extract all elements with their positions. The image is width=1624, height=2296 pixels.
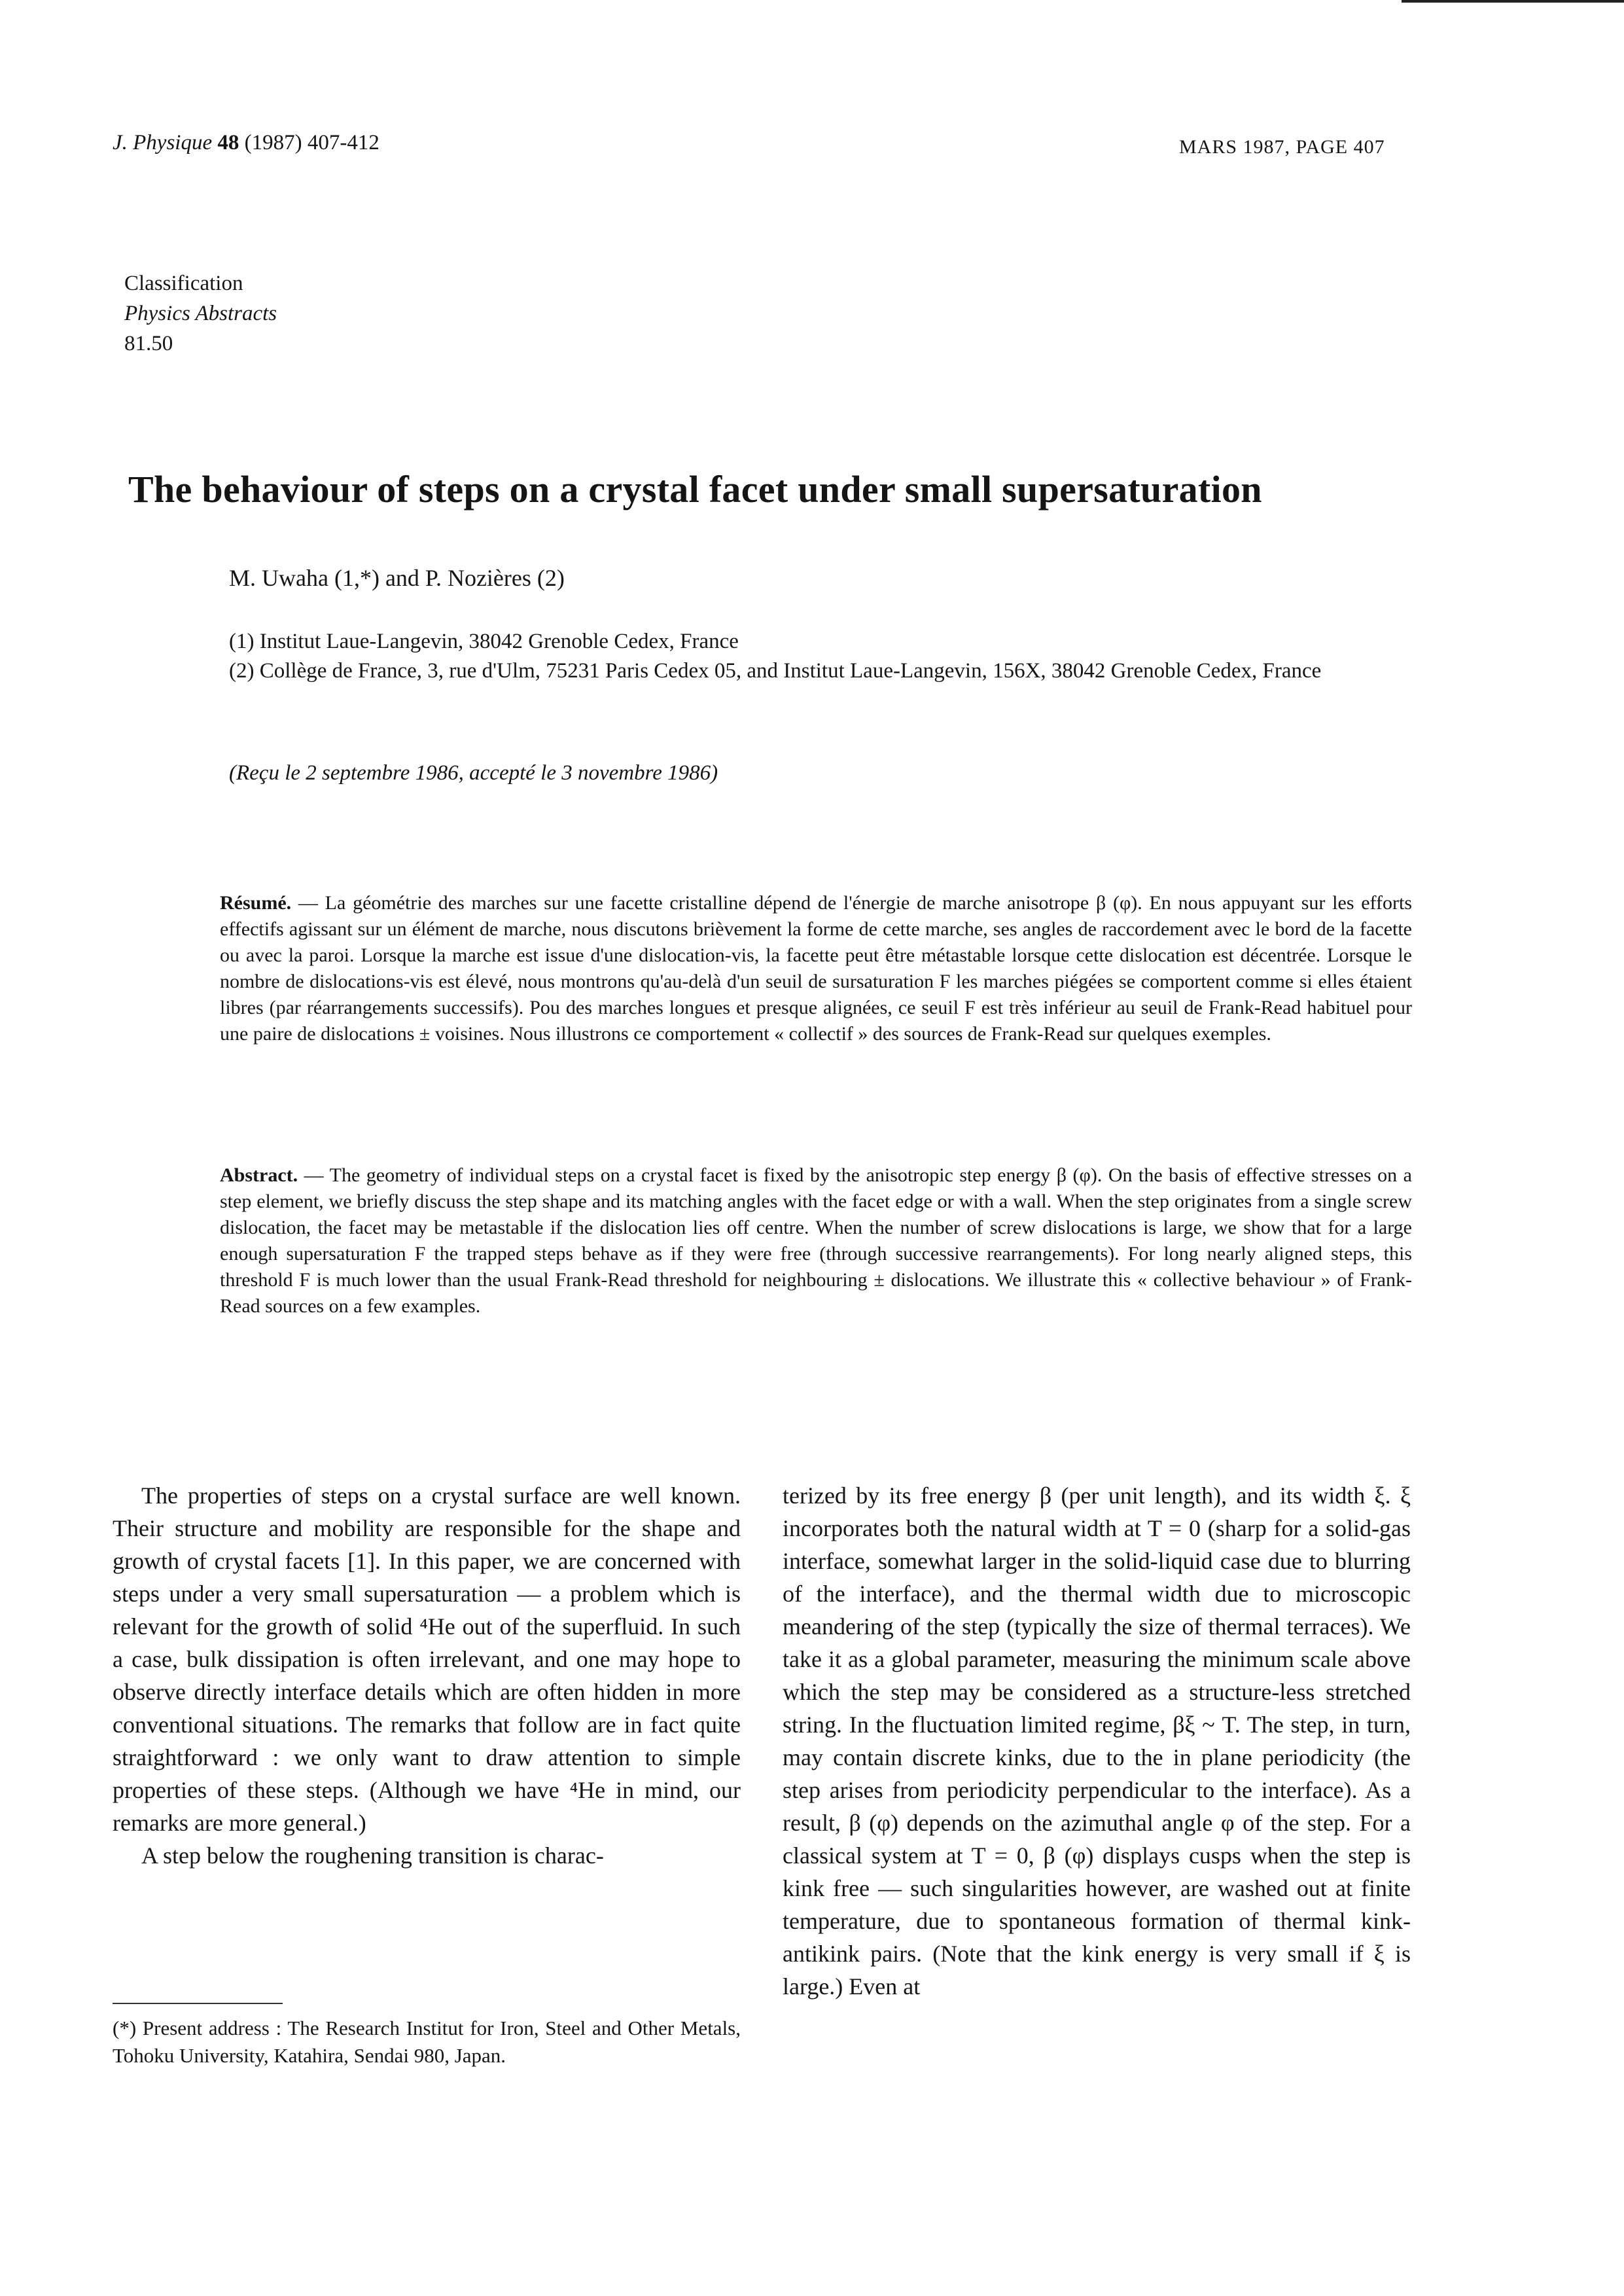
journal-volume: 48 <box>217 131 239 154</box>
journal-name: J. Physique <box>113 131 213 154</box>
paper-title: The behaviour of steps on a crystal facet under small supersaturation <box>128 468 1262 511</box>
received-dates: (Reçu le 2 septembre 1986, accepté le 3 novembre 1986) <box>229 761 718 785</box>
affiliation-1: (1) Institut Laue-Langevin, 38042 Grenoble Cedex, France <box>229 630 739 653</box>
journal-year-pages: (1987) 407-412 <box>244 131 380 154</box>
classification-label: Classification <box>124 272 243 295</box>
classification-scheme: Physics Abstracts <box>124 302 277 325</box>
body-paragraph: terized by its free energy β (per unit length), and its width ξ. ξ incorporates both the natural width at T = 0 (sharp for a solid-gas interface, somewhat larger in the solid-liquid case due to blurring of the interface), and the thermal width due to microscopic meandering of the step (typically the size of thermal terraces). We take it as a global parameter, measuring the minimum scale above which the step may be considered as a structure-less stretched string. In the fluctuation limited regime, βξ ~ T. The step, in turn, may contain discrete kinks, due to the in plane periodicity (the step arises from periodicity perpendicular to the interface). As a result, β (φ) depends on the azimuthal angle φ of the step. For a classical system at T = 0, β (φ) displays cusps when the step is kink free — such singularities however, are washed out at finite temperature, due to spontaneous formation of thermal kink-antikink pairs. (Note that the kink energy is very small if ξ is large.) Even at <box>783 1482 1411 2000</box>
author-list: M. Uwaha (1,*) and P. Nozières (2) <box>229 565 565 591</box>
abstract-section <box>220 1162 1412 1319</box>
footnote: (*) Present address : The Research Institut for Iron, Steel and Other Metals, Tohoku University, Katahira, Sendai 980, Japan. <box>113 2017 741 2067</box>
affiliations <box>229 627 1374 686</box>
classification-code: 81.50 <box>124 332 173 355</box>
body-left-column <box>113 1479 741 1872</box>
scan-edge-line <box>1402 0 1624 3</box>
body-right-column <box>783 1479 1411 2003</box>
resume-label: Résumé. <box>220 892 292 914</box>
classification-block <box>124 268 277 359</box>
affiliation-2: (2) Collège de France, 3, rue d'Ulm, 75231 Paris Cedex 05, and Institut Laue-Langevin, 156X, 38042 Grenoble Cedex, France <box>229 659 1322 683</box>
body-paragraph: A step below the roughening transition is charac- <box>141 1842 604 1869</box>
resume-section <box>220 890 1412 1047</box>
footnote-rule <box>113 2003 283 2004</box>
resume-text: — La géométrie des marches sur une facette cristalline dépend de l'énergie de marche anisotrope β (φ). En nous appuyant sur les efforts effectifs agissant sur un élément de marche, nous discutons brièvement la forme de cette marche, ses angles de raccordement avec le bord de la facette ou avec la paroi. Lorsque la marche est issue d'une dislocation-vis, la facette peut être métastable lorsque cette dislocation est décentrée. Lorsque le nombre de dislocations-vis est élevé, nous montrons qu'au-delà d'un seuil de sursaturation F les marches piégées se comportent comme si elles étaient libres (par réarrangements successifs). Pou des marches longues et presque alignées, ce seuil F est très inférieur au seuil de Frank-Read habituel pour une paire de dislocations ± voisines. Nous illustrons ce comportement « collectif » des sources de Frank-Read sur quelques exemples. <box>220 892 1413 1045</box>
issue-date: MARS 1987, PAGE 407 <box>1179 136 1385 158</box>
abstract-label: Abstract. <box>220 1164 298 1186</box>
body-paragraph: The properties of steps on a crystal surface are well known. Their structure and mobility are responsible for the shape and growth of crystal facets [1]. In this paper, we are concerned with steps under a very small supersaturation — a problem which is relevant for the growth of solid ⁴He out of the superfluid. In such a case, bulk dissipation is often irrelevant, and one may hope to observe directly interface details which are often hidden in more conventional situations. The remarks that follow are in fact quite straightforward : we only want to draw attention to simple properties of these steps. (Although we have ⁴He in mind, our remarks are more general.) <box>113 1482 741 1836</box>
abstract-text: — The geometry of individual steps on a crystal facet is fixed by the anisotropic step energy β (φ). On the basis of effective stresses on a step element, we briefly discuss the step shape and its matching angles with the facet edge or with a wall. When the step originates from a single screw dislocation, the facet may be metastable if the dislocation lies off centre. When the number of screw dislocations is large, we show that for a large enough supersaturation F the trapped steps behave as if they were free (through successive rearrangements). For long nearly aligned steps, this threshold F is much lower than the usual Frank-Read threshold for neighbouring ± dislocations. We illustrate this « collective behaviour » of Frank-Read sources on a few examples. <box>220 1164 1413 1317</box>
journal-reference <box>113 131 380 155</box>
